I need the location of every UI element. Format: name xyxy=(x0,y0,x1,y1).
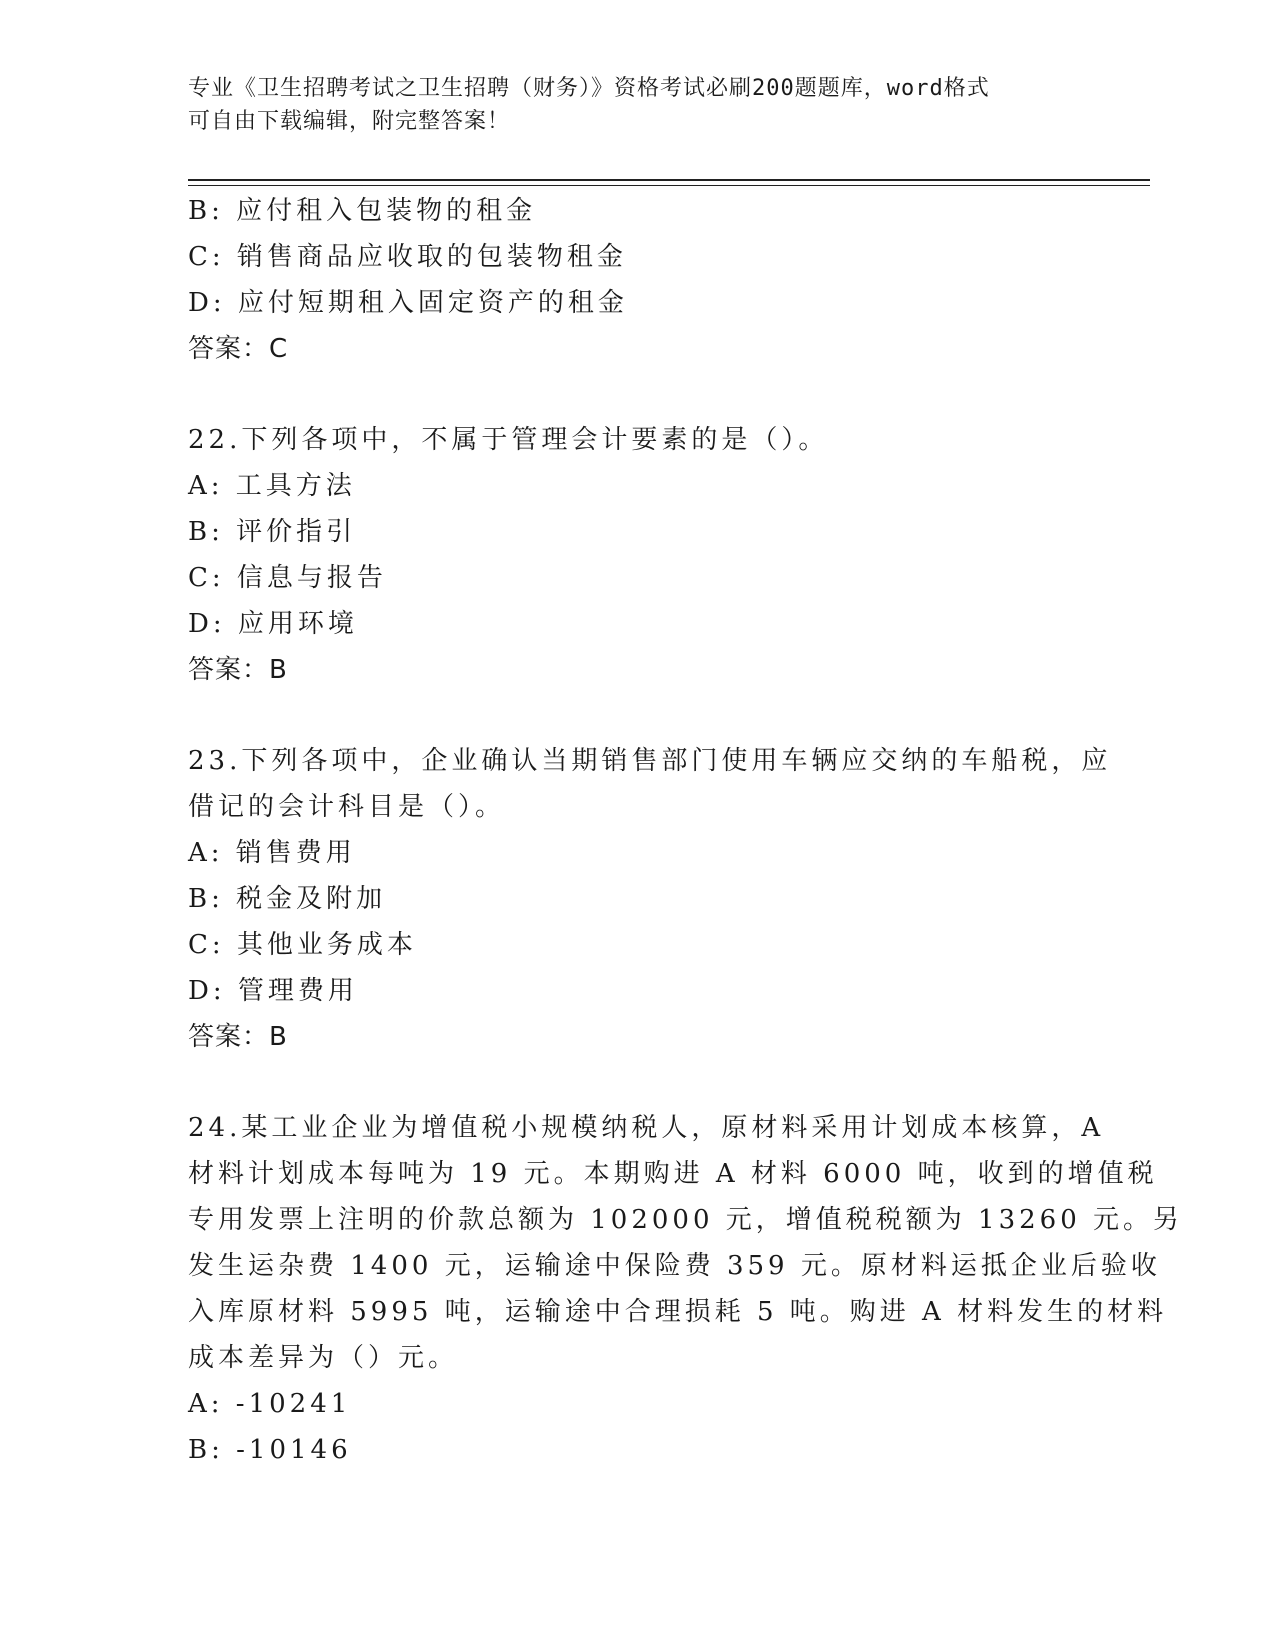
option-d: D: 应用环境 xyxy=(188,609,358,639)
option-b: B: 应付租入包装物的租金 xyxy=(188,196,537,226)
answer: 答案：C xyxy=(188,334,289,364)
answer: 答案：B xyxy=(188,1022,288,1052)
question-stem-line-4: 发生运杂费 1400 元，运输途中保险费 359 元。原材料运抵企业后验收 xyxy=(188,1251,1161,1281)
option-d: D: 管理费用 xyxy=(188,976,358,1006)
option-a: A: 工具方法 xyxy=(188,471,356,501)
option-b: B: 评价指引 xyxy=(188,517,357,547)
header-line-1: 专业《卫生招聘考试之卫生招聘（财务）》资格考试必刷200题题库，word格式 xyxy=(188,76,990,101)
header-rule-thick xyxy=(188,179,1150,181)
option-c: C: 信息与报告 xyxy=(188,563,387,593)
question-stem: 22.下列各项中，不属于管理会计要素的是（）。 xyxy=(188,425,829,455)
option-a: A: -10241 xyxy=(188,1389,352,1419)
option-c: C: 其他业务成本 xyxy=(188,930,417,960)
option-b: B: 税金及附加 xyxy=(188,884,387,914)
answer: 答案：B xyxy=(188,655,288,685)
question-stem-line-6: 成本差异为（）元。 xyxy=(188,1343,459,1373)
option-d: D: 应付短期租入固定资产的租金 xyxy=(188,288,628,318)
question-stem-line-1: 24.某工业企业为增值税小规模纳税人，原材料采用计划成本核算，A xyxy=(188,1113,1105,1143)
header-rule-thin xyxy=(188,185,1150,186)
question-content xyxy=(188,188,1184,1473)
question-stem-line-5: 入库原材料 5995 吨，运输途中合理损耗 5 吨。购进 A 材料发生的材料 xyxy=(188,1297,1168,1327)
question-22 xyxy=(188,417,1088,693)
question-stem-line-2: 材料计划成本每吨为 19 元。本期购进 A 材料 6000 吨，收到的增值税 xyxy=(188,1159,1158,1189)
question-24 xyxy=(188,1105,1184,1473)
option-a: A: 销售费用 xyxy=(188,838,356,868)
header-line-2: 可自由下载编辑，附完整答案！ xyxy=(188,109,511,134)
question-stem-line-1: 23.下列各项中，企业确认当期销售部门使用车辆应交纳的车船税，应 xyxy=(188,746,1112,776)
question-23 xyxy=(188,738,1112,1060)
document-header xyxy=(188,72,1068,138)
question-21 xyxy=(188,188,1088,372)
question-stem-line-2: 借记的会计科目是（）。 xyxy=(188,792,506,822)
question-stem-line-3: 专用发票上注明的价款总额为 102000 元，增值税税额为 13260 元。另 xyxy=(188,1205,1184,1235)
option-c: C: 销售商品应收取的包装物租金 xyxy=(188,242,627,272)
option-b: B: -10146 xyxy=(188,1435,352,1465)
